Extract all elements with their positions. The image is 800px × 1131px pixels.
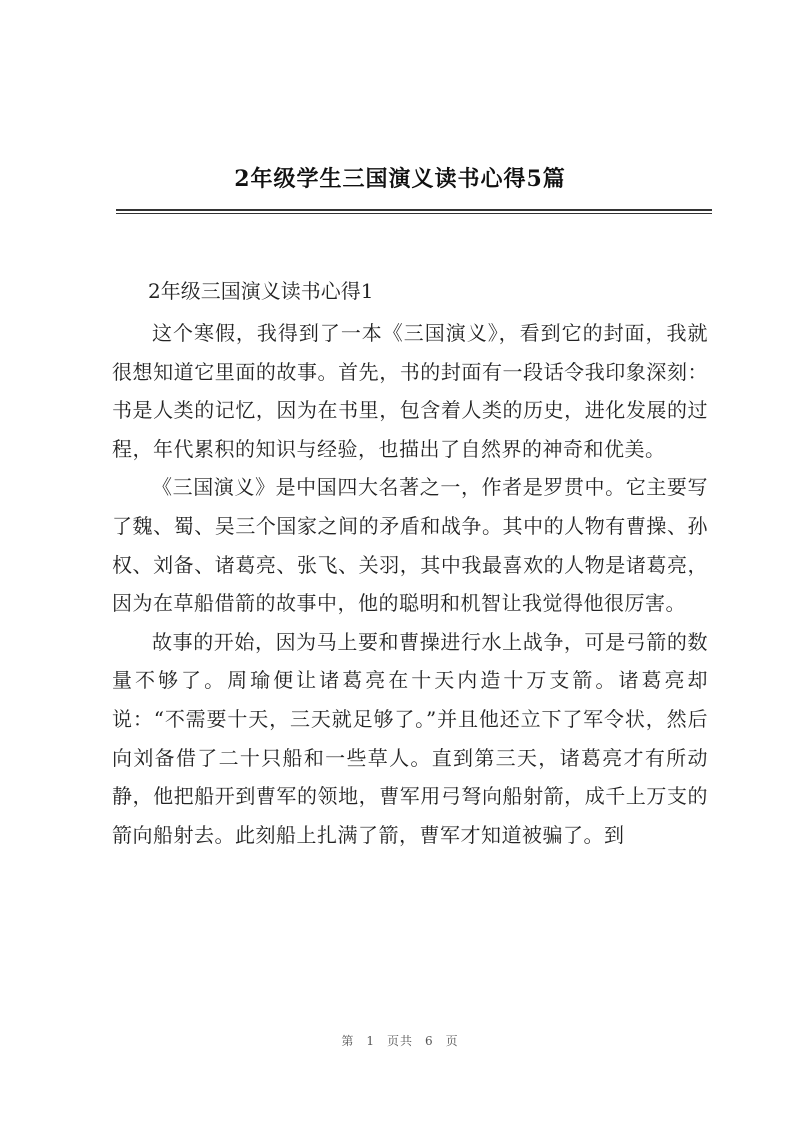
paragraph-2: 《三国演义》是中国四大名著之一，作者是罗贯中。它主要写了魏、蜀、吴三个国家之间的矛盾和战争。其中的人物有曹操、孙权、刘备、诸葛亮、张飞、关羽，其中我最喜欢的人物是诸葛亮，因为在草船借箭的故事中，他的聪明和机智让我觉得他很厉害。 [112,475,708,616]
page-suffix: 页 [445,1034,459,1048]
title-divider-thin [116,213,712,214]
page-middle: 页共 [386,1034,413,1048]
page-total: 6 [425,1034,434,1048]
document-body [112,314,708,854]
title-divider [116,209,712,211]
paragraph-1: 这个寒假，我得到了一本《三国演义》，看到它的封面，我就很想知道它里面的故事。首先，书的封面有一段话令我印象深刻：书是人类的记忆，因为在书里，包含着人类的历史，进化发展的过程，年代累积的知识与经验，也描出了自然界的神奇和优美。 [112,321,708,461]
page-footer [0,1032,800,1049]
paragraph-3: 故事的开始，因为马上要和曹操进行水上战争，可是弓箭的数量不够了。周瑜便让诸葛亮在十天内造十万支箭。诸葛亮却说：“不需要十天，三天就足够了。”并且他还立下了军令状，然后向刘备借了二十只船和一些草人。直到第三天，诸葛亮才有所动静，他把船开到曹军的领地，曹军用弓弩向船射箭，成千上万支的箭向船射去。此刻船上扎满了箭，曹军才知道被骗了。到 [112,629,708,847]
page-number: 1 [366,1034,375,1048]
document-title: 2年级学生三国演义读书心得5篇 [234,166,566,192]
page-prefix: 第 [341,1034,355,1048]
section-heading: 2年级三国演义读书心得1 [148,279,374,303]
